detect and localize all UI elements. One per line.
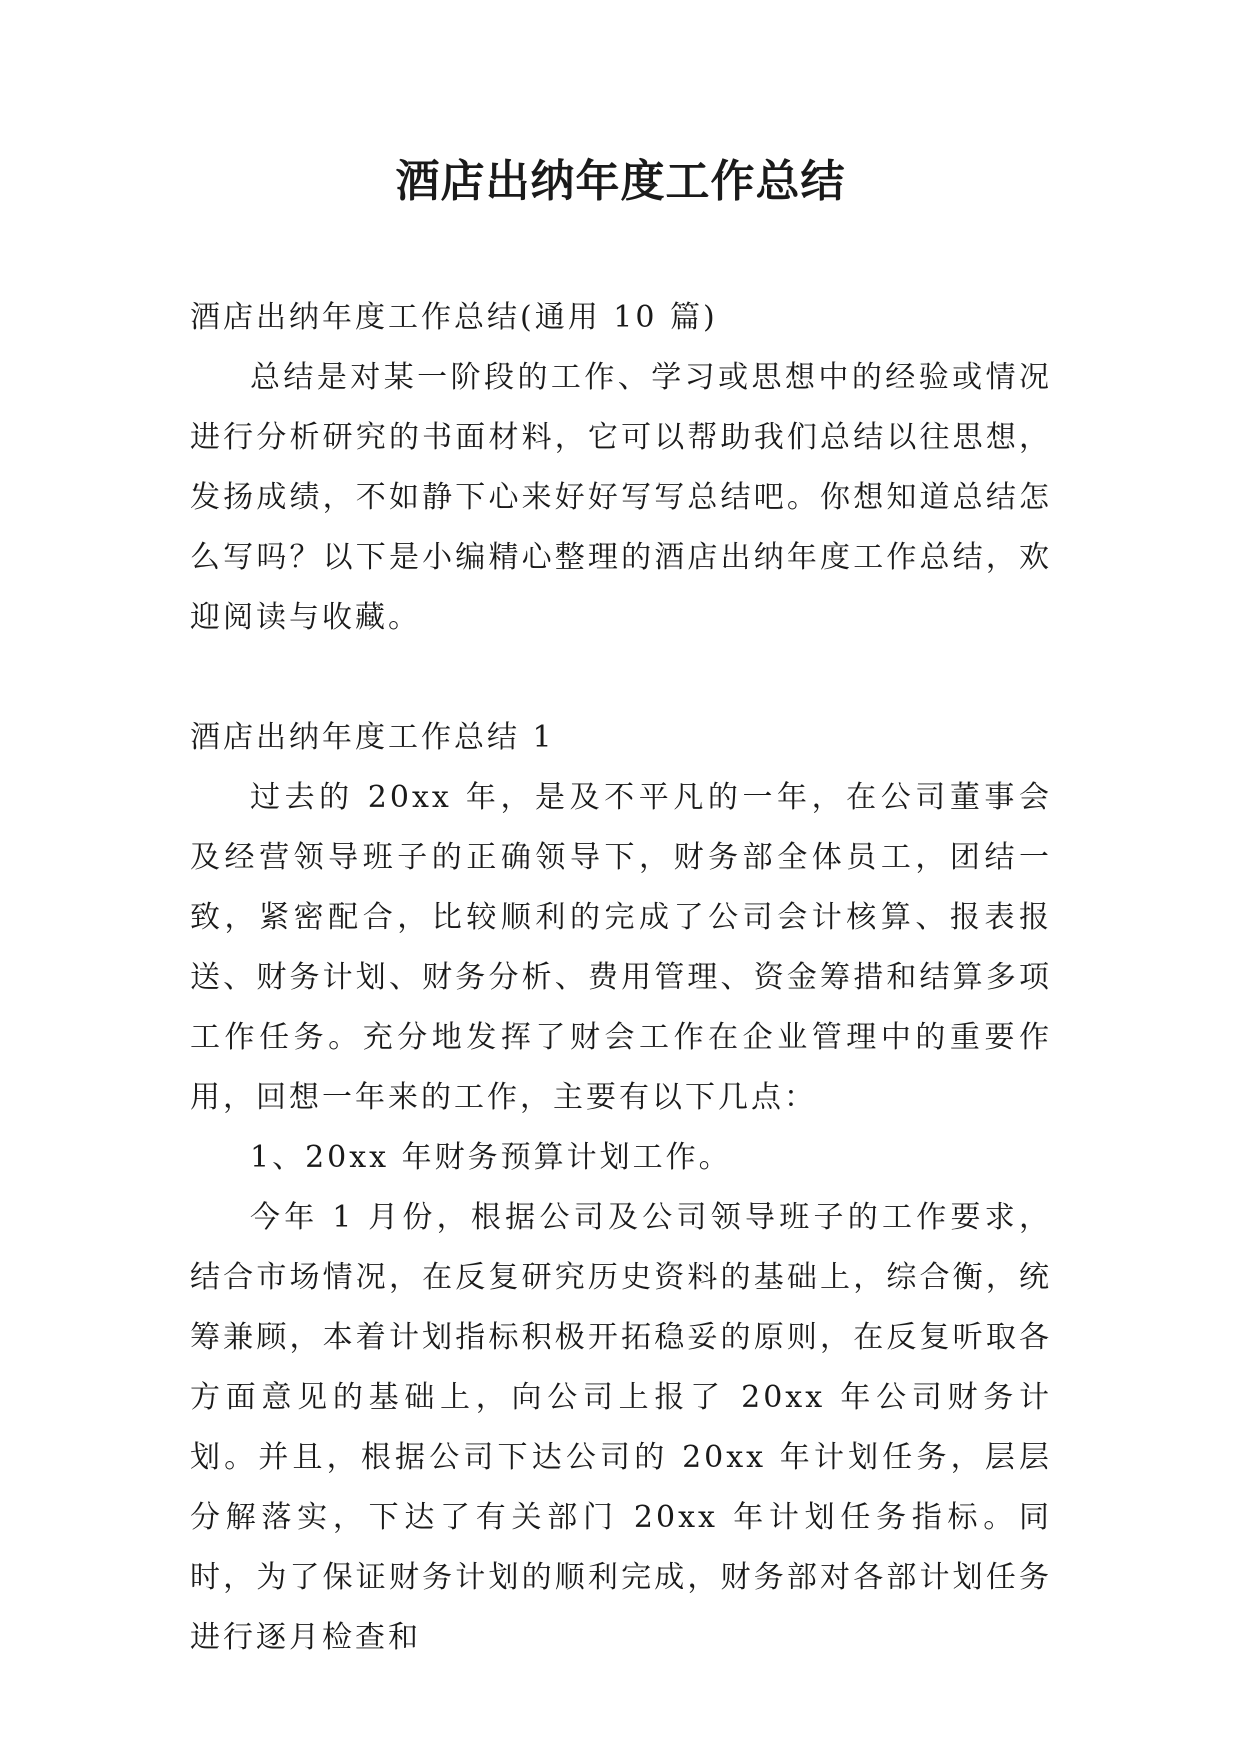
section-heading: 酒店出纳年度工作总结 1 xyxy=(190,720,555,755)
section-paragraph: 1、20xx 年财务预算计划工作。 xyxy=(250,1140,732,1175)
section-spacer xyxy=(190,648,1052,708)
document-body xyxy=(190,288,1052,1668)
document-title: 酒店出纳年度工作总结 xyxy=(395,156,846,207)
intro-paragraph: 总结是对某一阶段的工作、学习或思想中的经验或情况进行分析研究的书面材料，它可以帮助我们总结以往思想，发扬成绩，不如静下心来好好写写总结吧。你想知道总结怎么写吗？以下是小编精心整理的酒店出纳年度工作总结，欢迎阅读与收藏。 xyxy=(190,360,1052,635)
document-subtitle: 酒店出纳年度工作总结(通用 10 篇) xyxy=(190,300,718,335)
section-paragraph: 今年 1 月份，根据公司及公司领导班子的工作要求，结合市场情况，在反复研究历史资料的基础上，综合衡，统筹兼顾，本着计划指标积极开拓稳妥的原则，在反复听取各方面意见的基础上，向公司上报了 20xx 年公司财务计划。并且，根据公司下达公司的 20xx 年计划任务，层层分解落实，下达了有关部门 20xx 年计划任务指标。同时，为了保证财务计划的顺利完成，财务部对各部计划任务进行逐月检查和 xyxy=(190,1200,1052,1655)
section-paragraph: 过去的 20xx 年，是及不平凡的一年，在公司董事会及经营领导班子的正确领导下，财务部全体员工，团结一致，紧密配合，比较顺利的完成了公司会计核算、报表报送、财务计划、财务分析、费用管理、资金筹措和结算多项工作任务。充分地发挥了财会工作在企业管理中的重要作用，回想一年来的工作，主要有以下几点： xyxy=(190,780,1052,1115)
